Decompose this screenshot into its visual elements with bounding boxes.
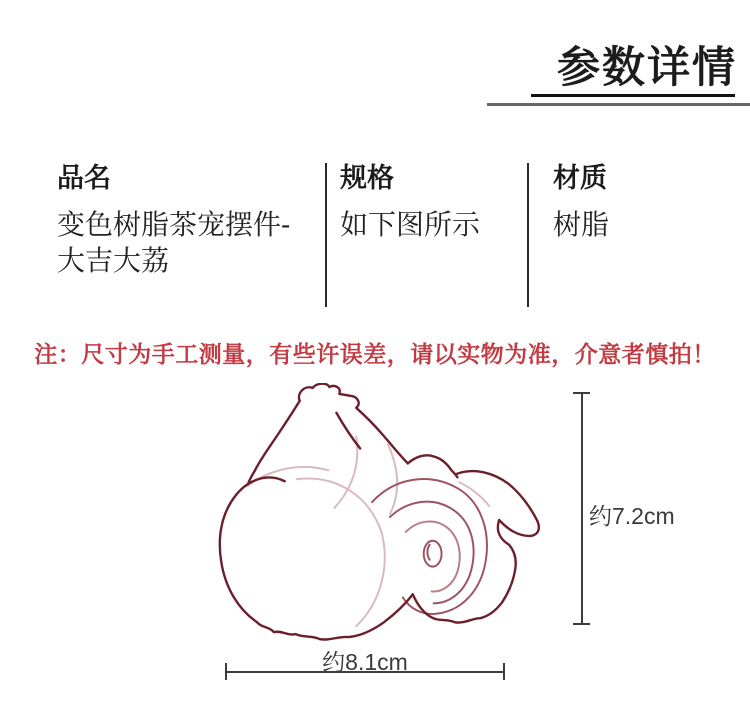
spec-column-name — [57, 163, 291, 280]
drawing-outline — [220, 384, 539, 640]
drawing-swirl-lines — [372, 479, 487, 614]
width-dimension-label: 约8.1cm — [322, 649, 408, 675]
height-dimension-line — [581, 393, 583, 625]
spec-column-material — [553, 163, 713, 243]
spec-label-material: 材质 — [553, 163, 607, 193]
spec-value-name: 变色树脂茶宠摆件-大吉大荔 — [57, 209, 291, 277]
width-dimension-cap-left — [225, 663, 227, 680]
column-divider — [527, 163, 529, 307]
spec-value-specification: 如下图所示 — [340, 209, 481, 241]
spec-label-specification: 规格 — [340, 163, 394, 193]
height-dimension-cap-top — [573, 392, 590, 394]
page-title: 参数详情 — [557, 44, 737, 92]
width-dimension-cap-right — [503, 663, 505, 680]
title-underline-secondary — [487, 103, 750, 106]
spec-label-name: 品名 — [57, 163, 111, 193]
column-divider — [325, 163, 327, 307]
spec-column-specification — [340, 163, 520, 243]
lychee-line-drawing — [210, 383, 560, 646]
height-dimension-cap-bottom — [573, 623, 590, 625]
height-dimension-label: 约7.2cm — [589, 503, 675, 529]
title-underline-primary — [531, 94, 735, 97]
spec-value-material: 树脂 — [553, 209, 610, 241]
measurement-disclaimer-note: 注：尺寸为手工测量，有些许误差，请以实物为准，介意者慎拍！ — [34, 341, 716, 367]
